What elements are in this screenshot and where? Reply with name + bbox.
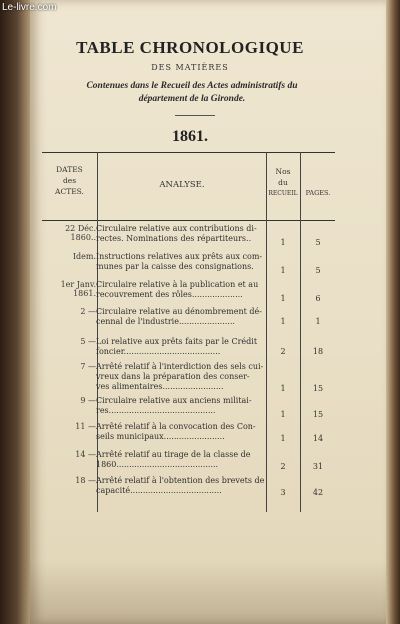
row-analysis-line: vreux dans la préparation des conser- bbox=[96, 372, 250, 381]
header-analyse: ANALYSE. bbox=[159, 180, 205, 190]
column-divider bbox=[300, 152, 301, 512]
row-analysis-line: foncier...................................... bbox=[96, 347, 221, 356]
row-page-number: 42 bbox=[312, 488, 324, 497]
row-page-number: 15 bbox=[312, 384, 324, 393]
row-page-number: 5 bbox=[315, 238, 321, 247]
row-analysis-line: Instructions relatives aux prêts aux com- bbox=[96, 252, 263, 261]
year-heading: 1861. bbox=[172, 128, 208, 145]
row-analysis bbox=[96, 252, 266, 272]
row-analysis-line: munes par la caisse des consignations. bbox=[96, 262, 254, 271]
row-date: 2 — bbox=[80, 307, 96, 316]
column-divider bbox=[266, 152, 267, 512]
row-analysis bbox=[96, 396, 266, 416]
row-analysis-line: 1860........................................ bbox=[96, 460, 219, 469]
row-analysis bbox=[96, 224, 266, 244]
header-recueil-line: du bbox=[278, 178, 288, 187]
header-dates-line: ACTES. bbox=[55, 187, 84, 196]
divider bbox=[175, 115, 215, 116]
row-recueil-number: 3 bbox=[280, 488, 286, 497]
row-date: 7 — bbox=[80, 362, 96, 371]
row-analysis-line: Circulaire relative aux anciens militai- bbox=[96, 396, 252, 405]
row-analysis-line: rectes. Nominations des répartiteurs.. bbox=[96, 234, 252, 243]
row-analysis-line: Arrêté relatif à l'interdiction des sels cui- bbox=[96, 362, 264, 371]
row-recueil-number: 1 bbox=[280, 384, 286, 393]
row-recueil-number: 1 bbox=[280, 238, 286, 247]
row-date: 11 — bbox=[75, 422, 96, 431]
row-recueil-number: 1 bbox=[280, 294, 286, 303]
row-date: 22 Déc. 1860.. bbox=[65, 224, 96, 242]
row-page-number: 6 bbox=[315, 294, 321, 303]
row-date: 5 — bbox=[80, 337, 96, 346]
header-dates-line: des bbox=[62, 176, 77, 185]
row-date: 1er Janv. 1861. bbox=[60, 280, 96, 298]
header-recueil bbox=[266, 166, 300, 199]
page-shadow bbox=[30, 560, 386, 624]
row-date: 9 — bbox=[80, 396, 96, 405]
row-analysis bbox=[96, 476, 266, 496]
row-analysis-line: Circulaire relative au dénombrement dé- bbox=[96, 307, 262, 316]
table-header-rule bbox=[42, 220, 335, 221]
table-top-rule bbox=[42, 152, 335, 153]
row-date: Idem. bbox=[72, 252, 96, 261]
row-analysis-line: ves alimentaires........................ bbox=[96, 382, 224, 391]
header-recueil-line: Nos bbox=[275, 167, 291, 176]
row-analysis-line: res.......................................... bbox=[96, 406, 216, 415]
page-description bbox=[44, 80, 340, 106]
row-analysis-line: cennal de l'industrie...................... bbox=[96, 317, 235, 326]
row-page-number: 1 bbox=[315, 317, 321, 326]
header-recueil-line: RECUEIL bbox=[268, 190, 298, 197]
page-edge bbox=[386, 0, 400, 624]
row-analysis bbox=[96, 307, 266, 327]
row-page-number: 18 bbox=[312, 347, 324, 356]
watermark: Le-livre.com bbox=[2, 2, 57, 13]
row-recueil-number: 2 bbox=[280, 462, 286, 471]
row-page-number: 31 bbox=[312, 462, 324, 471]
header-dates-line: DATES bbox=[56, 165, 83, 174]
row-recueil-number: 1 bbox=[280, 410, 286, 419]
row-page-number: 5 bbox=[315, 266, 321, 275]
row-analysis-line: Arrêté relatif à la convocation des Con- bbox=[96, 422, 256, 431]
row-analysis-line: Arrêté relatif au tirage de la classe de bbox=[96, 450, 251, 459]
row-analysis-line: Loi relative aux prêts faits par le Crédit bbox=[96, 337, 258, 346]
row-recueil-number: 2 bbox=[280, 347, 286, 356]
row-analysis-line: Circulaire relative à la publication et au bbox=[96, 280, 259, 289]
page-subtitle: DES MATIÈRES bbox=[151, 63, 229, 72]
row-date: 18 — bbox=[75, 476, 96, 485]
row-analysis bbox=[96, 450, 266, 470]
row-analysis-line: recouvrement des rôles.................... bbox=[96, 290, 243, 299]
row-analysis bbox=[96, 280, 266, 300]
row-page-number: 15 bbox=[312, 410, 324, 419]
page-title: TABLE CHRONOLOGIQUE bbox=[76, 38, 304, 57]
description-line: département de la Gironde. bbox=[138, 94, 246, 104]
row-recueil-number: 1 bbox=[280, 266, 286, 275]
row-page-number: 14 bbox=[312, 434, 324, 443]
header-pages: PAGES. bbox=[305, 189, 331, 197]
row-recueil-number: 1 bbox=[280, 434, 286, 443]
row-date: 14 — bbox=[75, 450, 96, 459]
row-recueil-number: 1 bbox=[280, 317, 286, 326]
row-analysis-line: Arrêté relatif à l'obtention des brevets de bbox=[96, 476, 265, 485]
row-analysis bbox=[96, 422, 266, 442]
row-analysis-line: seils municipaux........................ bbox=[96, 432, 225, 441]
header-dates bbox=[42, 164, 97, 197]
row-analysis bbox=[96, 362, 266, 392]
description-line: Contenues dans le Recueil des Actes administratifs du bbox=[86, 81, 298, 91]
row-analysis-line: Circulaire relative aux contributions di- bbox=[96, 224, 257, 233]
row-analysis bbox=[96, 337, 266, 357]
row-analysis-line: capacité.................................... bbox=[96, 486, 222, 495]
